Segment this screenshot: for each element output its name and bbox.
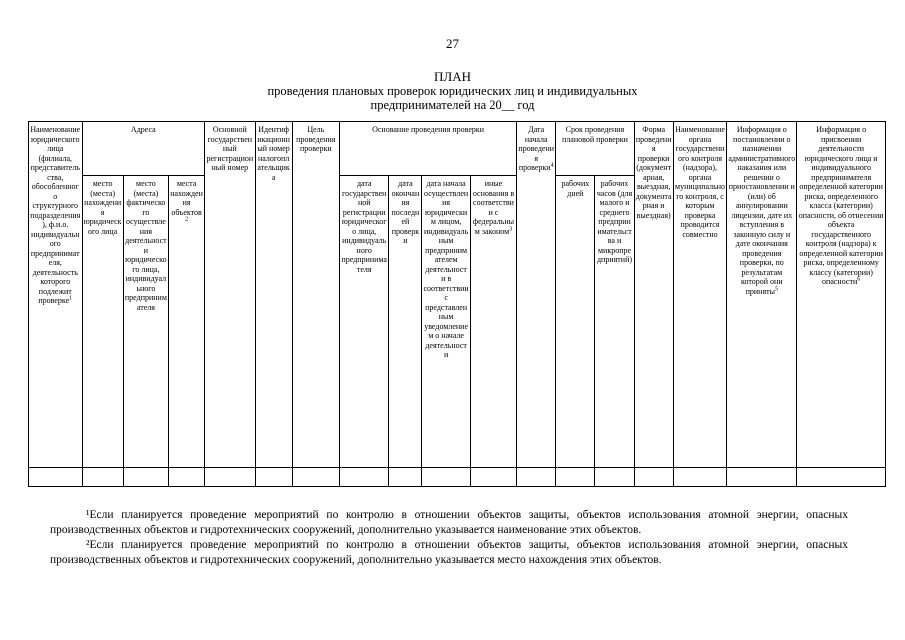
- empty-cell: [123, 468, 168, 487]
- header-term: Срок проведения плановой проверки: [556, 122, 634, 176]
- empty-cell: [595, 468, 634, 487]
- empty-data-row: [29, 468, 886, 487]
- header-basis: Основание проведения проверки: [340, 122, 517, 176]
- page-number: 27: [446, 36, 459, 51]
- header-addr-location: место (места) нахождения юридического лица: [82, 176, 123, 468]
- footnote-2: ²Если планируется проведение мероприятий по контролю в отношении объектов защиты, объектов использования атомной энергии, опасных производственных объектов и гидротехнических сооружений, дополнительно указывается место нахождения этих объектов.: [50, 539, 848, 566]
- plan-table: [28, 121, 886, 487]
- empty-cell: [205, 468, 255, 487]
- header-row-1: [29, 122, 886, 176]
- title-subtitle-line1: проведения плановых проверок юридических лиц и индивидуальных: [267, 84, 638, 98]
- empty-cell: [470, 468, 516, 487]
- title-plan: ПЛАН: [434, 69, 471, 84]
- header-term-hours: рабочих часов (для малого и среднего предпринимательства и микропредприятий): [595, 176, 634, 468]
- header-basis-registration: дата государственной регистрации юридического лица, индивидуального предпринимателя: [340, 176, 389, 468]
- header-start-date: Дата начала проведения проверки$^4$: [517, 122, 556, 468]
- empty-cell: [169, 468, 205, 487]
- empty-cell: [517, 468, 556, 487]
- header-addresses: Адреса: [82, 122, 205, 176]
- header-basis-last-check: дата окончания последней проверки: [389, 176, 422, 468]
- header-penalty-info: Информация о постановлении о назначении административного наказания или решении о приостановлении и (или) об аннулировании лицензии, дате их вступления в законную силу и дате окончания проведения проверки, по результатам которой они приняты$^5$: [727, 122, 797, 468]
- document-title: [0, 70, 905, 112]
- header-joint-authority: Наименование органа государственного контроля (надзора), органа муниципального контроля, с которым проверка проводится совместно: [673, 122, 727, 468]
- empty-cell: [340, 468, 389, 487]
- empty-cell: [292, 468, 339, 487]
- empty-cell: [556, 468, 595, 487]
- empty-cell: [797, 468, 886, 487]
- empty-cell: [389, 468, 422, 487]
- footnotes: [50, 508, 848, 568]
- empty-cell: [29, 468, 83, 487]
- empty-cell: [255, 468, 292, 487]
- empty-cell: [727, 468, 797, 487]
- header-entity-name: Наименование юридического лица (филиала, представительства, обособленного структурного подразделения), ф.и.о. индивидуального предпринимателя, деятельность которого подлежит проверке$^1$: [29, 122, 83, 468]
- header-inn: Идентификационный номер налогоплательщика: [255, 122, 292, 468]
- header-term-days: рабочих дней: [556, 176, 595, 468]
- header-addr-objects: места нахождения объектов$^2$: [169, 176, 205, 468]
- empty-cell: [82, 468, 123, 487]
- header-ogrn: Основной государственный регистрационный номер: [205, 122, 255, 468]
- empty-cell: [634, 468, 673, 487]
- header-form: Форма проведения проверки (документарная, выездная, документарная и выездная): [634, 122, 673, 468]
- header-basis-start: дата начала осуществления юридическим лицом, индивидуальным предпринимателем деятельности в соответствии с представленным уведомлением о начале деятельности: [422, 176, 470, 468]
- header-basis-other: иные основания в соответствии с федеральным законом$^3$: [470, 176, 516, 468]
- empty-cell: [422, 468, 470, 487]
- header-addr-actual: место (места) фактического осуществления деятельности юридического лица, индивидуального предпринимателя: [123, 176, 168, 468]
- header-purpose: Цель проведения проверки: [292, 122, 339, 468]
- footnote-1: ¹Если планируется проведение мероприятий по контролю в отношении объектов защиты, объектов использования атомной энергии, опасных производственных объектов и гидротехнических сооружений, дополнительно указывается наименование этих объектов.: [50, 509, 848, 536]
- header-risk-info: Информация о присвоении деятельности юридического лица и индивидуального предпринимателя определенной категории риска, определенного класса (категории) опасности, об отнесении объекта государственного контроля (надзора) к определенной категории риска, определенному классу (категории) опасности$^6$: [797, 122, 886, 468]
- title-subtitle-line2: предпринимателей на 20__ год: [370, 98, 535, 112]
- empty-cell: [673, 468, 727, 487]
